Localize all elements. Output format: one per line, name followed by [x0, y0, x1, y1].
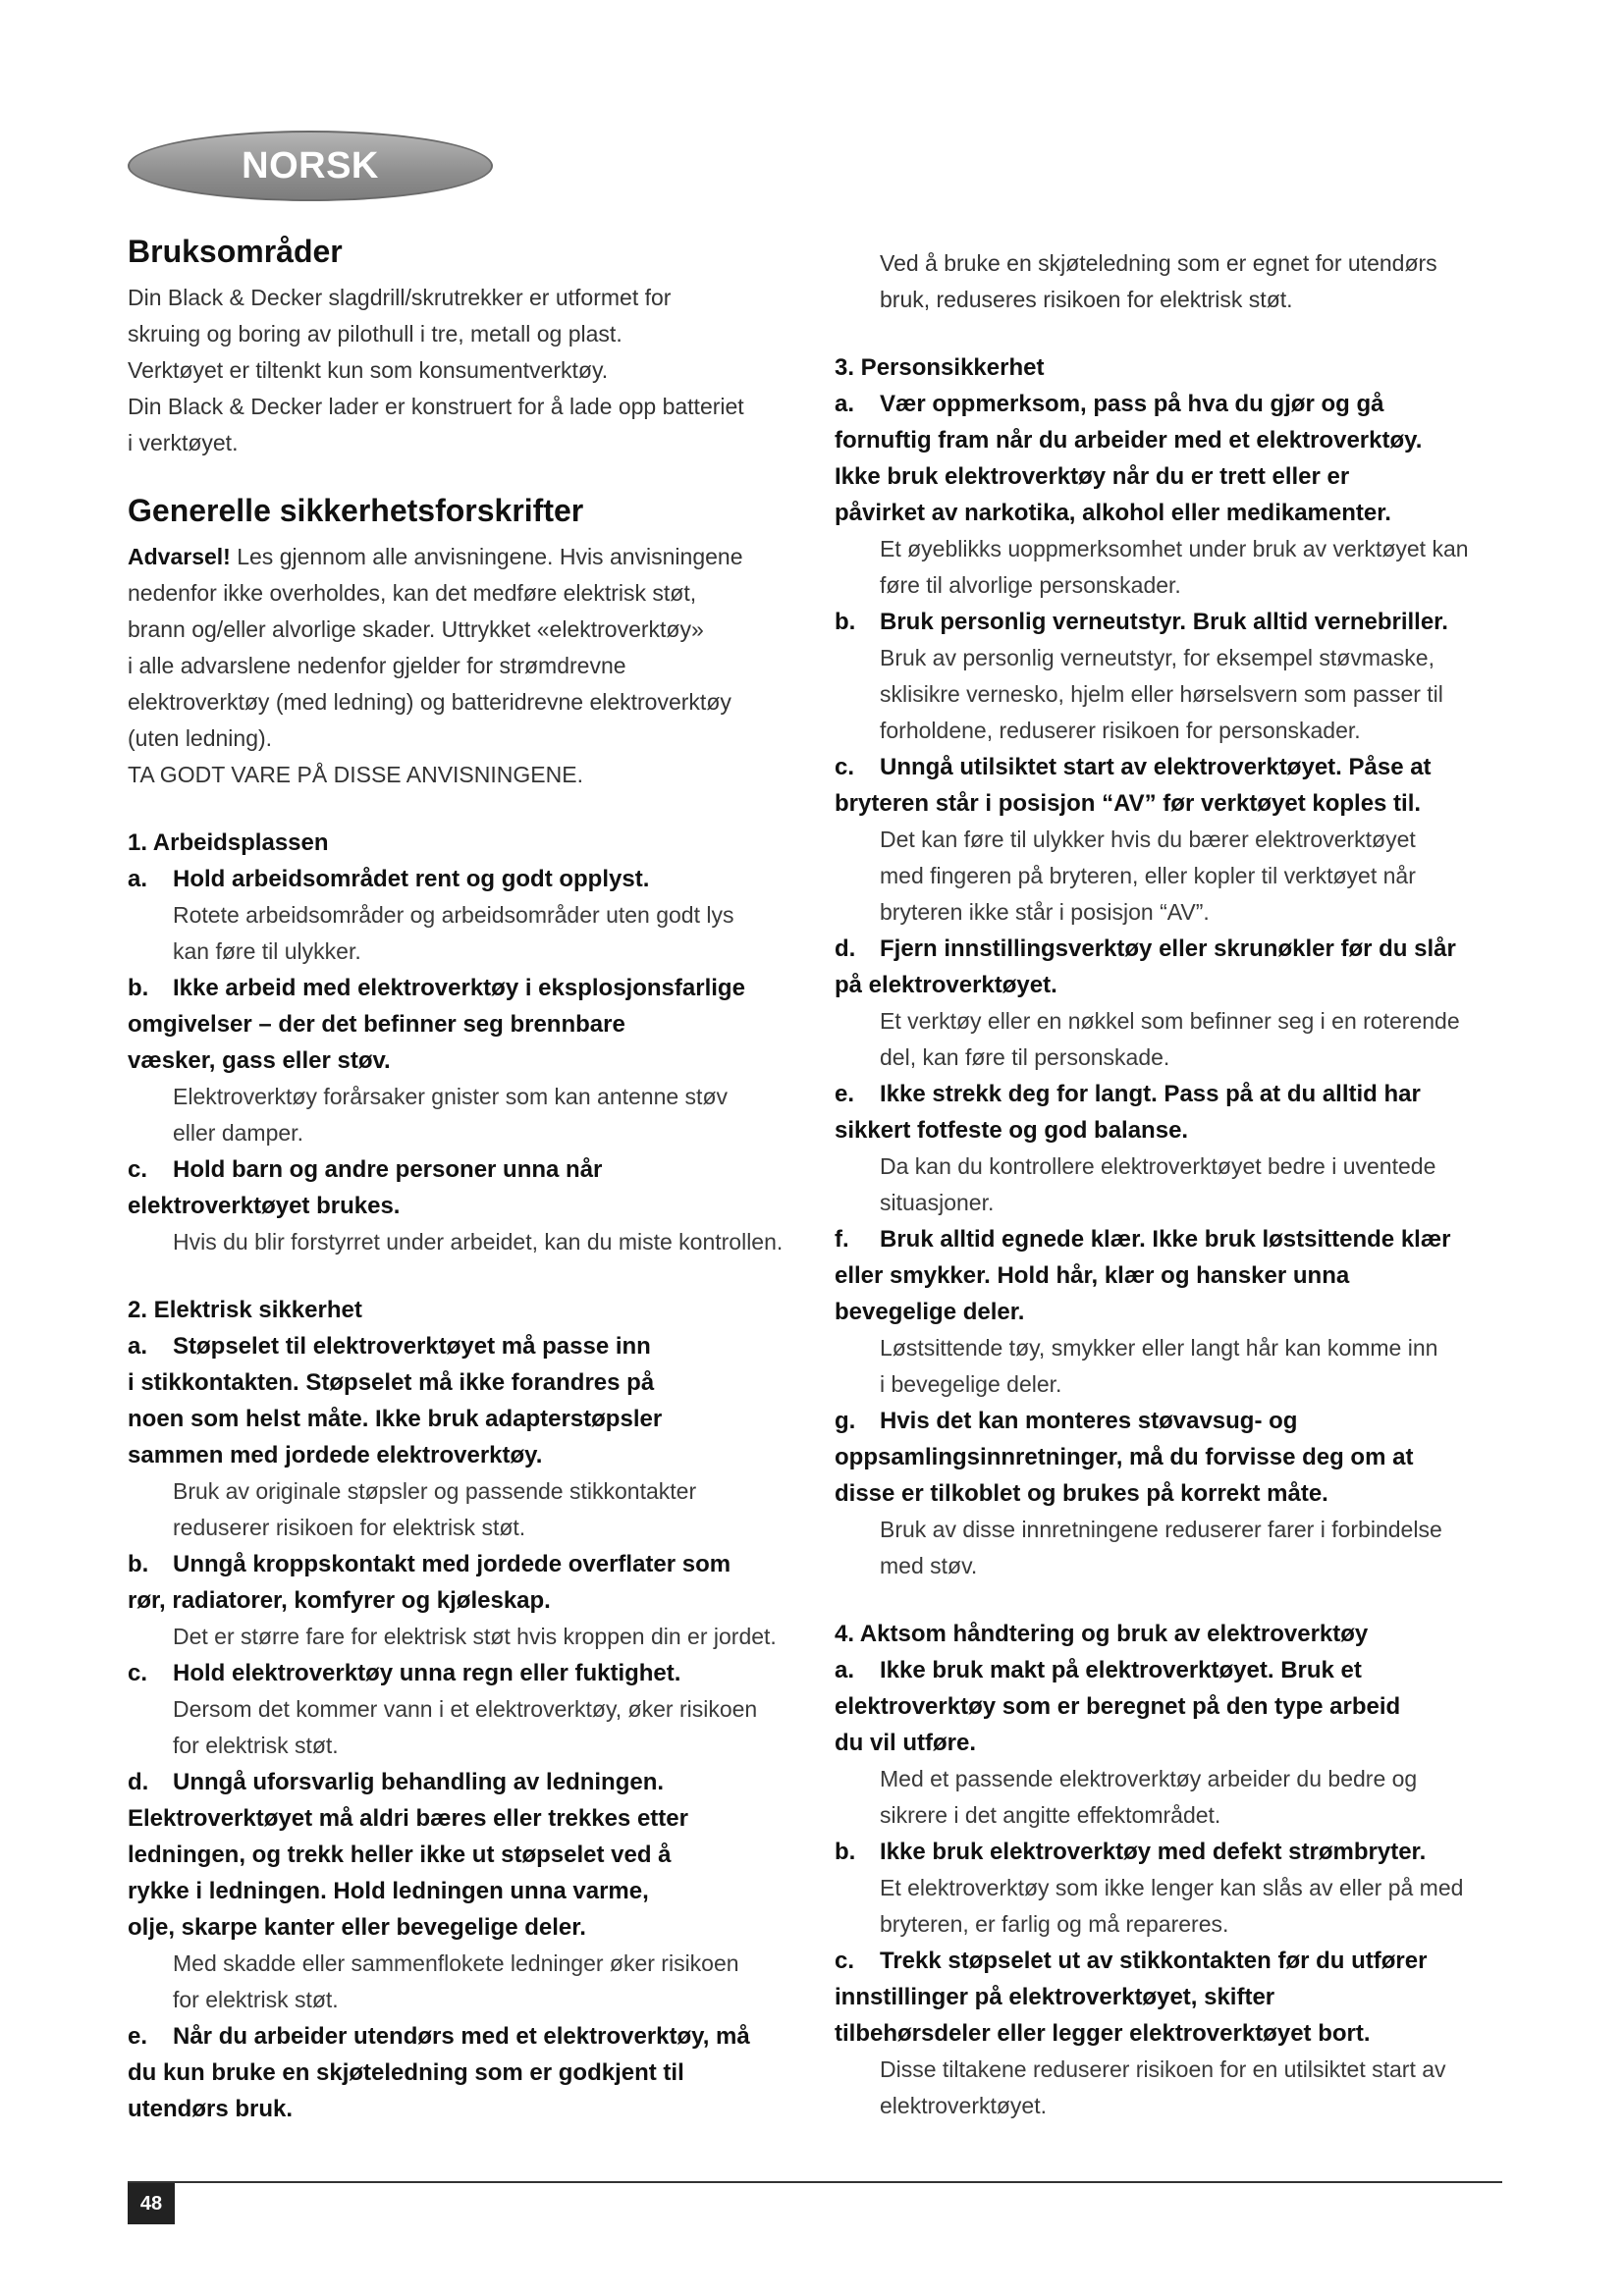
item-body-line: elektroverktøyet. — [880, 2093, 1047, 2118]
warning-label: Advarsel! — [128, 543, 231, 569]
item-heading-text: innstillinger på elektroverktøyet, skifter — [835, 1984, 1275, 2010]
item-body-line: med støv. — [880, 1553, 978, 1578]
item-heading-line — [835, 1403, 1502, 1439]
item-heading-text: Vær oppmerksom, pass på hva du gjør og gå — [880, 391, 1384, 417]
item-body-line: Et øyeblikks uoppmerksomhet under bruk av verktøyet kan — [880, 536, 1469, 561]
item-heading-line — [128, 1837, 795, 1873]
item-heading-text: Hold arbeidsområdet rent og godt opplyst. — [173, 865, 650, 892]
item-heading-text: bevegelige deler. — [835, 1299, 1025, 1325]
item-heading-line — [128, 1328, 795, 1364]
item-label: b. — [128, 1550, 149, 1577]
item-heading-line — [835, 1221, 1502, 1257]
item-heading-line — [835, 386, 1502, 422]
warning-line — [128, 539, 795, 575]
list-item — [128, 1546, 795, 1655]
list-item — [128, 2018, 795, 2127]
item-heading-text: du kun bruke en skjøteledning som er godkjent til — [128, 2058, 684, 2086]
item-heading-line — [835, 458, 1502, 495]
item-heading-text: eller smykker. Hold hår, klær og hansker unna — [835, 1262, 1350, 1289]
item-heading-line — [835, 1652, 1502, 1688]
item-body-line: del, kan føre til personskade. — [880, 1044, 1170, 1070]
item-heading-text: Ikke arbeid med elektroverktøy i eksplosjonsfarlige — [173, 974, 745, 1001]
item-body-line: sikrere i det angitte effektområdet. — [880, 1802, 1221, 1828]
item-heading-line — [128, 1909, 795, 1946]
list-item — [835, 1221, 1502, 1403]
item-label: b. — [835, 609, 856, 635]
item-label: e. — [835, 1081, 855, 1107]
item-heading-line — [835, 1688, 1502, 1725]
item-heading-text: i stikkontakten. Støpselet må ikke forandres på — [128, 1368, 655, 1396]
item-body-line: Rotete arbeidsområder og arbeidsområder uten godt lys — [173, 901, 734, 928]
item-heading-line — [128, 1764, 795, 1800]
item-body-line: for elektrisk støt. — [173, 1732, 339, 1758]
item-heading-text: disse er tilkoblet og brukes på korrekt måte. — [835, 1480, 1328, 1507]
item-body-line: bryteren, er farlig og må repareres. — [880, 1911, 1229, 1937]
item-body-line: Med skadde eller sammenflokete ledninger øker risikoen — [173, 1949, 739, 1976]
item-body-line: Elektroverktøy forårsaker gnister som kan antenne støv — [173, 1083, 728, 1109]
item-label: a. — [128, 1332, 148, 1360]
language-badge — [128, 131, 493, 201]
list-item — [835, 604, 1502, 749]
item-heading-line — [128, 1655, 795, 1691]
warning-line: TA GODT VARE PÅ DISSE ANVISNINGENE. — [128, 761, 583, 787]
section-title-personal: 3. Personsikkerhet — [835, 354, 1045, 381]
item-label: d. — [835, 935, 856, 962]
item-heading-text: oppsamlingsinnretninger, må du forvisse deg om at — [835, 1444, 1414, 1470]
item-label: c. — [128, 1155, 148, 1183]
item-body-line: Bruk av personlig verneutstyr, for eksempel støvmaske, — [880, 645, 1435, 670]
item-heading-line — [128, 2091, 795, 2127]
item-heading-line — [128, 861, 795, 897]
item-body-line: bryteren ikke står i posisjon “AV”. — [880, 899, 1210, 925]
item-label: c. — [128, 1659, 148, 1686]
list-item — [835, 931, 1502, 1076]
item-heading-text: Bruk alltid egnede klær. Ikke bruk løstsittende klær — [880, 1226, 1451, 1253]
workplace-list — [128, 861, 795, 1260]
warning-line: i alle advarslene nedenfor gjelder for strømdrevne — [128, 652, 626, 678]
item-heading-text: sikkert fotfeste og god balanse. — [835, 1117, 1189, 1144]
item-body-line: forholdene, reduserer risikoen for personskader. — [880, 718, 1361, 743]
item-heading-line — [835, 967, 1502, 1003]
footer-rule — [128, 2181, 1502, 2183]
item-body-line: føre til alvorlige personskader. — [880, 572, 1181, 598]
item-heading-text: Hold elektroverktøy unna regn eller fuktighet. — [173, 1659, 681, 1686]
item-heading-text: Ikke bruk elektroverktøy med defekt strømbryter. — [880, 1839, 1427, 1865]
warning-line: brann og/eller alvorlige skader. Uttrykket «elektroverktøy» — [128, 615, 704, 642]
item-heading-text: Bruk personlig verneutstyr. Bruk alltid vernebriller. — [880, 609, 1448, 635]
warning-text: Les gjennom alle anvisningene. Hvis anvisningene — [230, 543, 743, 569]
item-body-line: eller damper. — [173, 1119, 303, 1146]
item-heading-text: Støpselet til elektroverktøyet må passe inn — [173, 1332, 651, 1360]
item-heading-line — [835, 1439, 1502, 1475]
section-title-workplace: 1. Arbeidsplassen — [128, 828, 329, 856]
item-heading-line — [128, 1437, 795, 1473]
item-body-line: Med et passende elektroverktøy arbeider du bedre og — [880, 1766, 1418, 1791]
continued-paragraph — [835, 245, 1502, 318]
item-heading-line — [128, 1006, 795, 1042]
item-heading-text: Trekk støpselet ut av stikkontakten før du utfører — [880, 1948, 1428, 1974]
warning-line: nedenfor ikke overholdes, kan det medføre elektrisk støt, — [128, 579, 697, 606]
item-heading-text: Unngå utilsiktet start av elektroverktøyet. Påse at — [880, 754, 1432, 780]
item-heading-line — [835, 604, 1502, 640]
list-item — [128, 1151, 795, 1260]
item-heading-text: Unngå kroppskontakt med jordede overflater som — [173, 1550, 731, 1577]
list-item — [835, 1403, 1502, 1584]
item-heading-line — [835, 1257, 1502, 1294]
list-item — [835, 1943, 1502, 2124]
personal-safety-list — [835, 386, 1502, 1584]
continued-line: bruk, reduseres risikoen for elektrisk støt. — [880, 287, 1293, 312]
item-heading-line — [835, 749, 1502, 785]
section-title-tool-use: 4. Aktsom håndtering og bruk av elektroverktøy — [835, 1621, 1369, 1647]
item-body-line: i bevegelige deler. — [880, 1371, 1062, 1397]
item-label: f. — [835, 1226, 849, 1253]
item-body-line: Et elektroverktøy som ikke lenger kan slås av eller på med — [880, 1875, 1464, 1900]
usage-heading: Bruksområder — [128, 234, 343, 269]
usage-line: Din Black & Decker lader er konstruert for å lade opp batteriet — [128, 393, 744, 419]
item-heading-text: rykke i ledningen. Hold ledningen unna varme, — [128, 1877, 649, 1904]
item-heading-text: omgivelser – der det befinner seg brennbare — [128, 1010, 625, 1038]
item-heading-text: rør, radiatorer, komfyrer og kjøleskap. — [128, 1586, 551, 1614]
item-heading-text: Ikke bruk elektroverktøy når du er trett eller er — [835, 463, 1350, 490]
item-heading-line — [128, 1151, 795, 1188]
item-heading-text: tilbehørsdeler eller legger elektroverktøyet bort. — [835, 2020, 1371, 2047]
tool-use-list — [835, 1652, 1502, 2124]
item-heading-text: bryteren står i posisjon “AV” før verktøyet koples til. — [835, 790, 1422, 817]
item-heading-line — [128, 1364, 795, 1401]
item-body-line: med fingeren på bryteren, eller kopler til verktøyet når — [880, 863, 1416, 888]
item-label: a. — [835, 391, 855, 417]
list-item — [835, 749, 1502, 931]
item-heading-text: Hold barn og andre personer unna når — [173, 1155, 603, 1183]
item-heading-text: du vil utføre. — [835, 1730, 976, 1756]
item-body-line: for elektrisk støt. — [173, 1986, 339, 2012]
item-heading-text: Ikke bruk makt på elektroverktøyet. Bruk et — [880, 1657, 1362, 1683]
item-heading-line — [835, 785, 1502, 822]
item-body-line: Disse tiltakene reduserer risikoen for en utilsiktet start av — [880, 2056, 1446, 2082]
item-heading-text: fornuftig fram når du arbeider med et elektroverktøy. — [835, 427, 1423, 454]
item-heading-line — [835, 1725, 1502, 1761]
item-heading-line — [128, 1401, 795, 1437]
item-heading-line — [128, 2018, 795, 2055]
item-label: a. — [835, 1657, 855, 1683]
item-label: e. — [128, 2022, 148, 2050]
item-heading-text: Fjern innstillingsverktøy eller skrunøkler før du slår — [880, 935, 1456, 962]
item-heading-line — [128, 1873, 795, 1909]
item-heading-line — [128, 1042, 795, 1079]
item-body-line: Et verktøy eller en nøkkel som befinner seg i en roterende — [880, 1008, 1460, 1034]
item-body-line: Det kan føre til ulykker hvis du bærer elektroverktøyet — [880, 827, 1416, 852]
item-heading-text: væsker, gass eller støv. — [128, 1046, 391, 1074]
item-heading-line — [835, 1112, 1502, 1148]
item-heading-line — [835, 1834, 1502, 1870]
item-heading-line — [128, 1800, 795, 1837]
item-heading-line — [835, 495, 1502, 531]
list-item — [128, 1328, 795, 1546]
item-heading-line — [835, 1475, 1502, 1512]
item-body-line: Da kan du kontrollere elektroverktøyet bedre i uventede — [880, 1153, 1436, 1179]
language-label: NORSK — [242, 144, 379, 187]
item-label: b. — [835, 1839, 856, 1865]
list-item — [128, 1764, 795, 2018]
item-heading-text: elektroverktøy som er beregnet på den type arbeid — [835, 1693, 1401, 1720]
page-number: 48 — [128, 2183, 175, 2224]
item-body-line: Løstsittende tøy, smykker eller langt hår kan komme inn — [880, 1335, 1438, 1361]
item-body-line: Dersom det kommer vann i et elektroverktøy, øker risikoen — [173, 1695, 758, 1722]
item-body-line: Hvis du blir forstyrret under arbeidet, kan du miste kontrollen. — [173, 1228, 784, 1255]
item-heading-line — [835, 1076, 1502, 1112]
item-label: a. — [128, 865, 148, 892]
list-item — [128, 1655, 795, 1764]
item-heading-text: Ikke strekk deg for langt. Pass på at du alltid har — [880, 1081, 1421, 1107]
list-item — [835, 1652, 1502, 1834]
item-label: c. — [835, 1948, 855, 1974]
item-heading-line — [835, 422, 1502, 458]
list-item — [128, 970, 795, 1151]
item-body-line: reduserer risikoen for elektrisk støt. — [173, 1514, 526, 1540]
usage-line: Verktøyet er tiltenkt kun som konsumentverktøy. — [128, 356, 609, 383]
item-heading-text: elektroverktøyet brukes. — [128, 1192, 401, 1219]
continued-line: Ved å bruke en skjøteledning som er egnet for utendørs — [880, 250, 1437, 276]
usage-paragraph — [128, 280, 795, 461]
item-body-line: Bruk av originale støpsler og passende stikkontakter — [173, 1477, 697, 1504]
item-heading-line — [128, 1582, 795, 1619]
safety-heading: Generelle sikkerhetsforskrifter — [128, 492, 584, 528]
item-heading-line — [128, 2055, 795, 2091]
item-heading-text: Unngå uforsvarlig behandling av ledningen. — [173, 1768, 665, 1795]
item-heading-text: Hvis det kan monteres støvavsug- og — [880, 1408, 1298, 1434]
item-body-line: kan føre til ulykker. — [173, 937, 361, 964]
item-heading-line — [835, 1979, 1502, 2015]
item-heading-text: påvirket av narkotika, alkohol eller medikamenter. — [835, 500, 1391, 526]
item-heading-text: utendørs bruk. — [128, 2095, 294, 2122]
item-heading-line — [128, 1546, 795, 1582]
item-body-line: situasjoner. — [880, 1190, 995, 1215]
item-heading-text: på elektroverktøyet. — [835, 972, 1057, 998]
item-heading-line — [835, 931, 1502, 967]
item-heading-text: Når du arbeider utendørs med et elektroverktøy, må — [173, 2022, 750, 2050]
section-title-electrical: 2. Elektrisk sikkerhet — [128, 1296, 362, 1323]
item-heading-text: olje, skarpe kanter eller bevegelige deler. — [128, 1913, 586, 1941]
left-column — [128, 234, 795, 2127]
list-item — [835, 1076, 1502, 1221]
item-heading-text: sammen med jordede elektroverktøy. — [128, 1441, 543, 1468]
warning-line: (uten ledning). — [128, 724, 273, 751]
item-label: d. — [128, 1768, 149, 1795]
warning-paragraph — [128, 539, 795, 793]
list-item — [835, 1834, 1502, 1943]
right-column — [835, 245, 1502, 2124]
item-body-line: sklisikre vernesko, hjelm eller hørselsvern som passer til — [880, 681, 1443, 707]
electrical-list — [128, 1328, 795, 2127]
usage-line: i verktøyet. — [128, 429, 239, 455]
item-label: g. — [835, 1408, 856, 1434]
item-heading-line — [128, 970, 795, 1006]
usage-line: skruing og boring av pilothull i tre, metall og plast. — [128, 320, 623, 347]
item-body-line: Det er større fare for elektrisk støt hvis kroppen din er jordet. — [173, 1623, 777, 1649]
item-heading-line — [835, 1943, 1502, 1979]
list-item — [128, 861, 795, 970]
item-heading-line — [835, 2015, 1502, 2052]
usage-line: Din Black & Decker slagdrill/skrutrekker er utformet for — [128, 284, 672, 310]
warning-line: elektroverktøy (med ledning) og batteridrevne elektroverktøy — [128, 688, 731, 715]
item-heading-text: ledningen, og trekk heller ikke ut støpselet ved å — [128, 1841, 672, 1868]
item-heading-text: noen som helst måte. Ikke bruk adapterstøpsler — [128, 1405, 663, 1432]
list-item — [835, 386, 1502, 604]
item-heading-line — [128, 1188, 795, 1224]
item-body-line: Bruk av disse innretningene reduserer farer i forbindelse — [880, 1517, 1442, 1542]
item-heading-text: Elektroverktøyet må aldri bæres eller trekkes etter — [128, 1804, 688, 1832]
item-label: b. — [128, 974, 149, 1001]
item-label: c. — [835, 754, 855, 780]
item-heading-line — [835, 1294, 1502, 1330]
